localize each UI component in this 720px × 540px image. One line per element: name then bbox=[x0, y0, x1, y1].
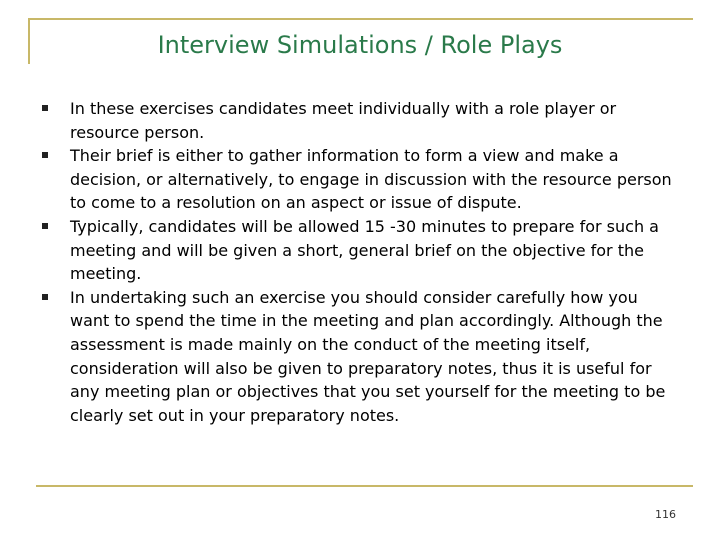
title-frame-top-rule bbox=[28, 18, 693, 20]
bullet-text: In undertaking such an exercise you should consider carefully how you want to spend the time in the meeting and plan accordingly. Although the assessment is made mainly on the conduct of the meeting itself, consideration will also be given to preparatory notes, thus it is useful for any meeting plan or objectives that you set yourself for the meeting to be clearly set out in your preparatory notes. bbox=[70, 287, 666, 425]
bullet-item bbox=[42, 144, 682, 215]
bullet-item bbox=[42, 215, 682, 286]
footer-rule bbox=[36, 485, 693, 487]
bullet-text: Typically, candidates will be allowed 15 -30 minutes to prepare for such a meeting and will be given a short, general brief on the objective for the meeting. bbox=[70, 216, 659, 284]
bullet-item bbox=[42, 286, 682, 428]
page-number: 116 bbox=[655, 508, 676, 521]
bullet-text: Their brief is either to gather information to form a view and make a decision, or alternatively, to engage in discussion with the resource person to come to a resolution on an aspect or issue of dispute. bbox=[70, 146, 672, 213]
bullet-list bbox=[42, 97, 682, 427]
bullet-text: In these exercises candidates meet individually with a role player or resource person. bbox=[70, 99, 617, 142]
square-bullet-icon bbox=[42, 152, 48, 158]
slide-title: Interview Simulations / Role Plays bbox=[157, 31, 563, 59]
square-bullet-icon bbox=[42, 294, 48, 300]
bullet-item bbox=[42, 97, 682, 144]
square-bullet-icon bbox=[42, 223, 48, 229]
square-bullet-icon bbox=[42, 105, 48, 111]
